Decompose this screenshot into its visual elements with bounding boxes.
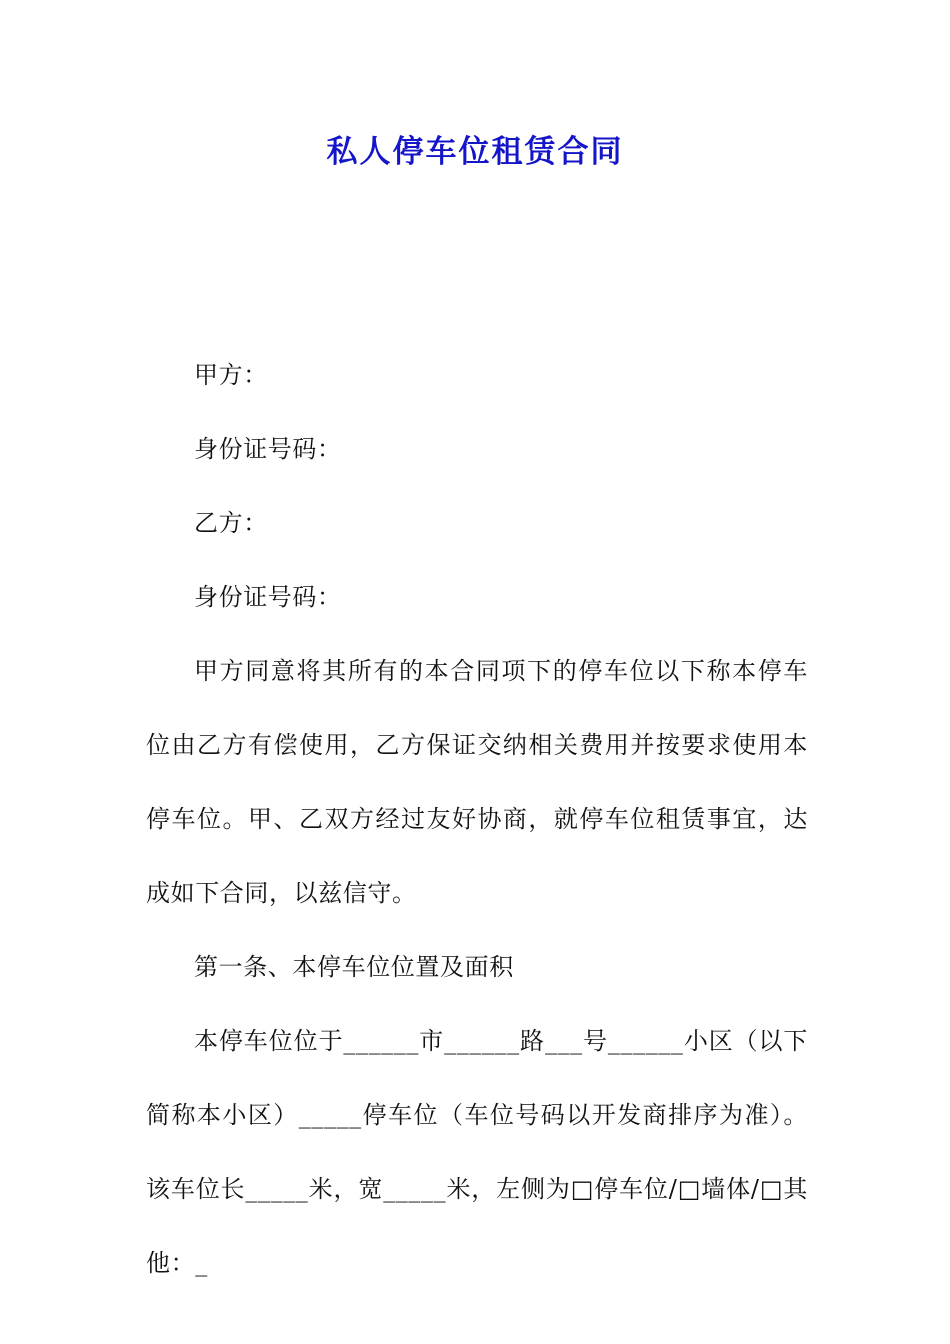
party-a-id-label: 身份证号码： — [194, 435, 342, 463]
contract-title: 私人停车位租赁合同 — [326, 134, 624, 170]
intro-paragraph: 甲方同意将其所有的本合同项下的停车位以下称本停车位由乙方有偿使用，乙方保证交纳相关费用并按要求使用本停车位。甲、乙双方经过友好协商，就停车位租赁事宜，达成如下合同，以兹信守。 — [146, 657, 808, 907]
article-1-paragraph: 本停车位位于______市______路___号______小区（以下简称本小区）_____停车位（车位号码以开发商排序为准）。该车位长_____米，宽_____米，左侧为□停车位/□墙体/□其他：_ — [146, 1027, 808, 1277]
party-b-id-label: 身份证号码： — [194, 583, 342, 611]
contract-body — [146, 338, 808, 1300]
article-1-heading: 第一条、本停车位位置及面积 — [194, 953, 514, 981]
party-a-label: 甲方： — [194, 361, 268, 389]
party-b-label: 乙方： — [194, 509, 268, 537]
